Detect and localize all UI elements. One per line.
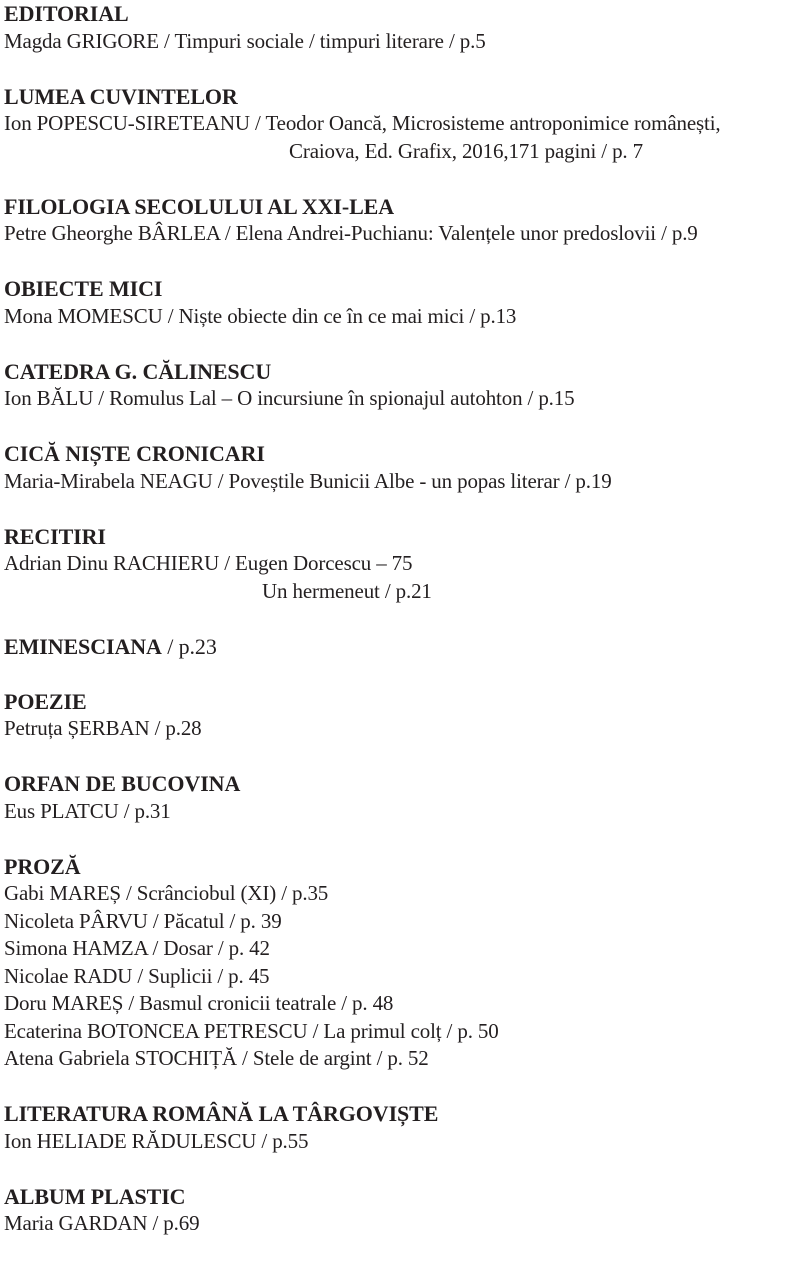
toc-entry: Ion HELIADE RĂDULESCU / p.55 [4, 1128, 309, 1153]
section-heading: ALBUM PLASTIC [4, 1183, 186, 1209]
section-heading-title: EMINESCIANA [4, 633, 162, 659]
toc-entry: Eus PLATCU / p.31 [4, 798, 171, 823]
section-heading: ORFAN DE BUCOVINA [4, 771, 241, 796]
section-eminesciana [4, 633, 800, 661]
section-heading: CICĂ NIȘTE CRONICARI [4, 441, 265, 466]
section-heading [4, 633, 800, 661]
toc-entry: Atena Gabriela STOCHIȚĂ / Stele de argint / p. 52 [4, 1046, 429, 1070]
section-lumea-cuvintelor [4, 83, 800, 166]
section-literatura-romana-targoviste [4, 1100, 800, 1155]
section-recitiri [4, 523, 800, 606]
section-filologia [4, 193, 800, 248]
section-page-ref: / p.23 [161, 633, 217, 659]
section-cica-niste-cronicari [4, 440, 800, 495]
toc-entry: Ecaterina BOTONCEA PETRESCU / La primul colț / p. 50 [4, 1018, 499, 1043]
toc-entry: Maria GARDAN / p.69 [4, 1211, 200, 1235]
section-heading: FILOLOGIA SECOLULUI AL XXI-LEA [4, 193, 395, 219]
section-heading: RECITIRI [4, 523, 106, 549]
toc-entry: Magda GRIGORE / Timpuri sociale / timpuri literare / p.5 [4, 28, 486, 53]
toc-entry: Gabi MAREȘ / Scrânciobul (XI) / p.35 [4, 881, 329, 905]
toc-entry: Mona MOMESCU / Niște obiecte din ce în ce mai mici / p.13 [4, 303, 517, 328]
section-album-plastic [4, 1183, 800, 1238]
toc-entry: Simona HAMZA / Dosar / p. 42 [4, 936, 270, 960]
section-heading: CATEDRA G. CĂLINESCU [4, 358, 272, 384]
toc-entry: Ion POPESCU-SIRETEANU / Teodor Oancă, Microsisteme antroponimice românești, [4, 111, 721, 135]
section-heading: OBIECTE MICI [4, 276, 163, 301]
toc-entry: Nicolae RADU / Suplicii / p. 45 [4, 963, 270, 988]
toc-entry: Petre Gheorghe BÂRLEA / Elena Andrei-Puchianu: Valențele unor predoslovii / p.9 [4, 221, 698, 245]
toc-entry: Adrian Dinu RACHIERU / Eugen Dorcescu – 75 [4, 551, 413, 575]
section-poezie [4, 688, 800, 743]
section-catedra-calinescu [4, 358, 800, 413]
toc-entry-continuation: Un hermeneut / p.21 [262, 578, 432, 603]
toc-entry-continuation: Craiova, Ed. Grafix, 2016,171 pagini / p. 7 [289, 138, 643, 163]
section-heading: EDITORIAL [4, 1, 129, 26]
toc-entry: Nicoleta PÂRVU / Păcatul / p. 39 [4, 908, 282, 933]
section-editorial [4, 0, 800, 55]
toc-entry: Doru MAREȘ / Basmul cronicii teatrale / p. 48 [4, 991, 394, 1015]
toc-entry: Maria-Mirabela NEAGU / Poveștile Bunicii Albe - un popas literar / p.19 [4, 468, 612, 493]
table-of-contents [4, 0, 800, 1265]
section-orfan-de-bucovina [4, 770, 800, 825]
section-obiecte-mici [4, 275, 800, 330]
section-heading: POEZIE [4, 688, 87, 714]
section-heading: LITERATURA ROMÂNĂ LA TÂRGOVIȘTE [4, 1101, 439, 1126]
toc-entry: Petruța ȘERBAN / p.28 [4, 716, 202, 740]
section-heading: PROZĂ [4, 853, 81, 879]
section-heading: LUMEA CUVINTELOR [4, 83, 238, 109]
toc-entry: Ion BĂLU / Romulus Lal – O incursiune în spionajul autohton / p.15 [4, 386, 575, 410]
section-proza [4, 853, 800, 1073]
